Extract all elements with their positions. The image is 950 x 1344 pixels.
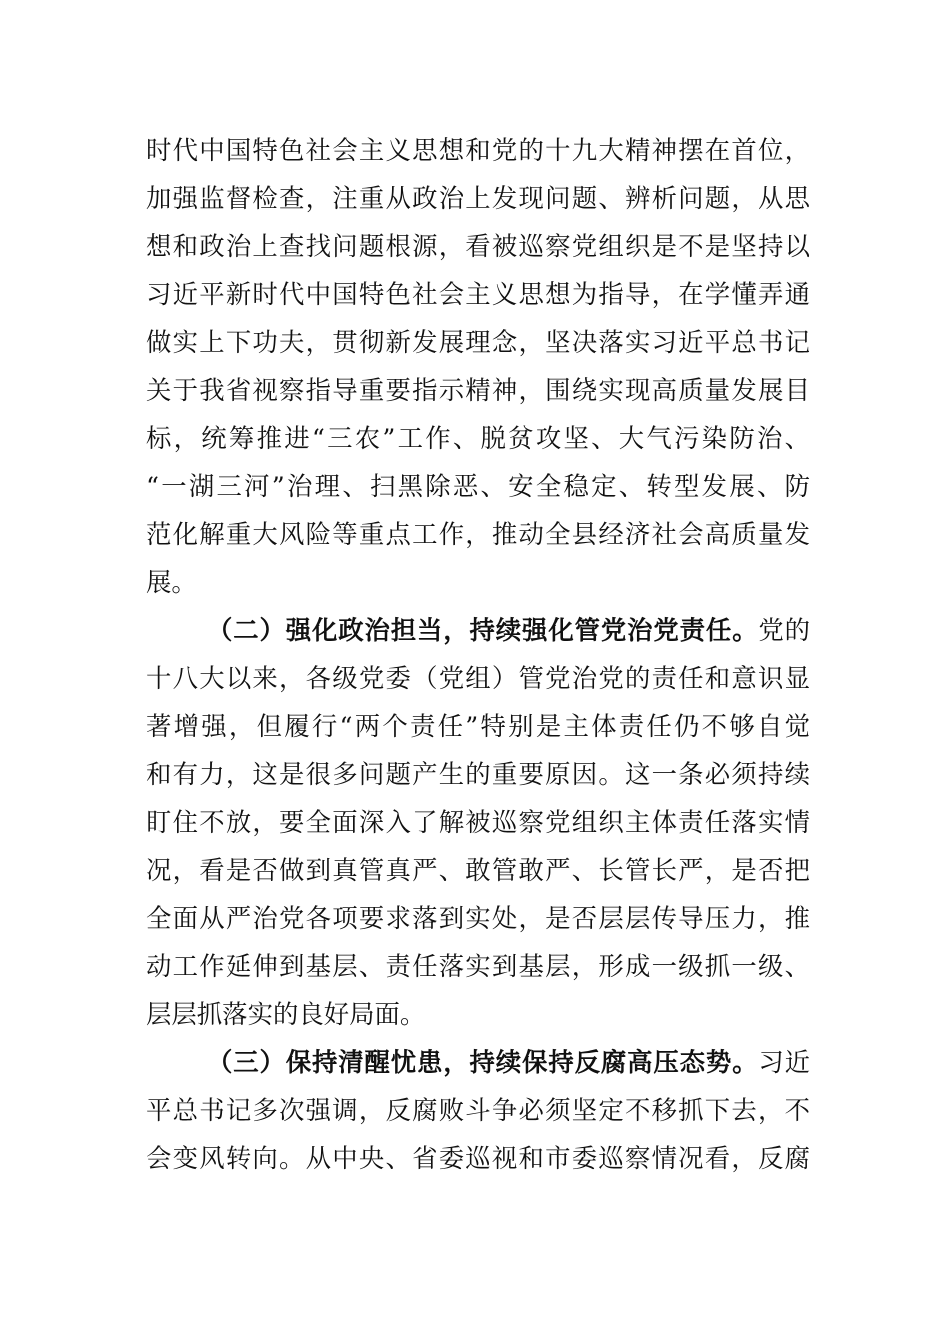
paragraph-2 [146,606,810,1038]
paragraph-3-line: 平总书记多次强调，反腐败斗争必须坚定不移抓下去，不 [146,1095,810,1125]
paragraph-2-first-line [146,606,810,654]
paragraph-1-line: 时代中国特色社会主义思想和党的十九大精神摆在首位， [146,135,810,165]
paragraph-2-line: 十八大以来，各级党委（党组）管党治党的责任和意识显 [146,663,810,693]
paragraph-2-line: 层层抓落实的良好局面。 [146,999,426,1029]
document-body [146,126,810,1182]
paragraph-2-line: 全面从严治党各项要求落到实处，是否层层传导压力，推 [146,903,810,933]
paragraph-1-line: 做实上下功夫，贯彻新发展理念，坚决落实习近平总书记 [146,327,810,357]
paragraph-1-line: 标，统筹推进“三农”工作、脱贫攻坚、大气污染防治、 [146,423,810,453]
paragraph-2-line: 著增强，但履行“两个责任”特别是主体责任仍不够自觉 [146,711,810,741]
paragraph-1 [146,126,810,606]
paragraph-1-line: “一湖三河”治理、扫黑除恶、安全稳定、转型发展、防 [146,471,810,501]
paragraph-2-first-line-rest: 党的 [758,615,810,645]
paragraph-1-line: 关于我省视察指导重要指示精神，围绕实现高质量发展目 [146,375,810,405]
paragraph-3-first-line [146,1038,810,1086]
paragraph-1-line: 范化解重大风险等重点工作，推动全县经济社会高质量发 [146,519,810,549]
section-heading-3: （三）保持清醒忧患，持续保持反腐高压态势。 [207,1047,759,1077]
paragraph-2-line: 况，看是否做到真管真严、敢管敢严、长管长严，是否把 [146,855,810,885]
paragraph-1-line: 习近平新时代中国特色社会主义思想为指导，在学懂弄通 [146,279,810,309]
paragraph-1-line: 加强监督检查，注重从政治上发现问题、辨析问题，从思 [146,183,810,213]
paragraph-3-first-line-rest: 习近 [758,1047,810,1077]
paragraph-3 [146,1038,810,1182]
paragraph-2-line: 和有力，这是很多问题产生的重要原因。这一条必须持续 [146,759,810,789]
paragraph-1-line: 想和政治上查找问题根源，看被巡察党组织是不是坚持以 [146,231,810,261]
paragraph-2-line: 盯住不放，要全面深入了解被巡察党组织主体责任落实情 [146,807,810,837]
section-heading-2: （二）强化政治担当，持续强化管党治党责任。 [207,615,759,645]
paragraph-3-line: 会变风转向。从中央、省委巡视和市委巡察情况看，反腐 [146,1143,810,1173]
paragraph-2-line: 动工作延伸到基层、责任落实到基层，形成一级抓一级、 [146,951,810,981]
paragraph-1-line: 展。 [146,567,197,597]
